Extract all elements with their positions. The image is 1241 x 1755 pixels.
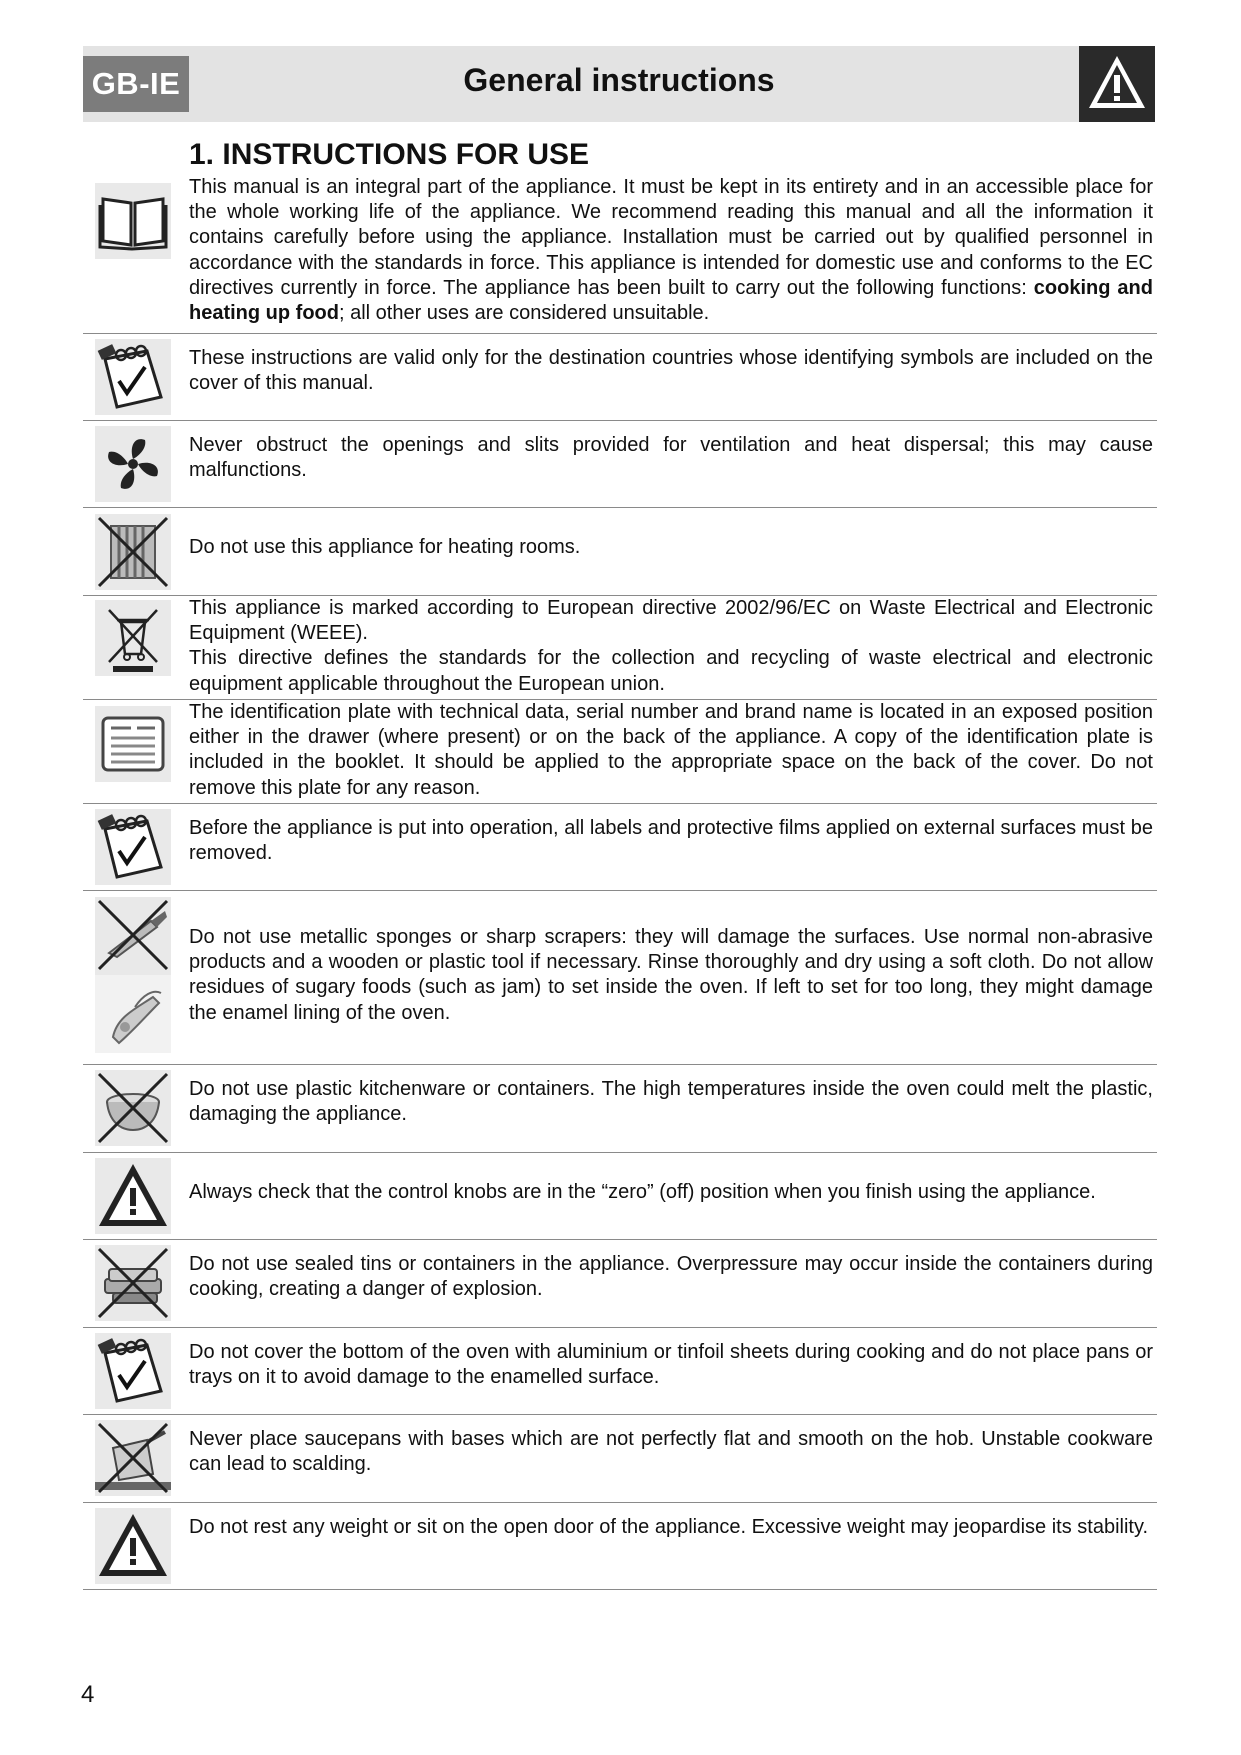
instruction-text: Never obstruct the openings and slits provided for ventilation and heat dispersal; this may cause malfunctions. [189, 434, 1153, 482]
no-plastic-container-icon [95, 1070, 171, 1146]
instruction-row [83, 1240, 1157, 1328]
instruction-row [83, 1415, 1157, 1503]
notepad-check-icon [95, 1333, 171, 1409]
no-scraper-sponge-icon [95, 897, 171, 1053]
no-room-heating-icon [95, 514, 171, 590]
section-title: 1. INSTRUCTIONS FOR USE [189, 138, 590, 171]
instruction-text: Do not rest any weight or sit on the open door of the appliance. Excessive weight may jeopardise its stability. [189, 1516, 1149, 1538]
identification-plate-icon [95, 706, 171, 782]
instruction-row [83, 1503, 1157, 1590]
instruction-text: These instructions are valid only for the destination countries whose identifying symbols are included on the cover of this manual. [189, 347, 1153, 395]
header-title: General instructions [463, 62, 775, 98]
warning-triangle-icon [1079, 46, 1155, 122]
instruction-row [83, 596, 1157, 700]
instruction-text: Do not use sealed tins or containers in the appliance. Overpressure may occur inside the containers during cooking, creating a danger of explosion. [189, 1253, 1153, 1301]
warning-triangle-icon [95, 1158, 171, 1234]
notepad-check-icon [95, 809, 171, 885]
instruction-row [83, 508, 1157, 596]
instruction-row [83, 891, 1157, 1065]
instruction-text-end: ; all other uses are considered unsuitable. [338, 302, 710, 325]
instruction-text: Do not use metallic sponges or sharp scrapers: they will damage the surfaces. Use normal non-abrasive products and a wooden or plastic tool if necessary. Rinse thoroughly and dry using a soft cloth. Do not allow residues of sugary foods (such as jam) to set inside the oven. If left to set for too long, they might damage the enamel lining of the oven. [189, 926, 1153, 1024]
instruction-text: Do not cover the bottom of the oven with aluminium or tinfoil sheets during cooking and do not place pans or trays on it to avoid damage to the enamelled surface. [189, 1341, 1153, 1389]
instruction-text: Do not use this appliance for heating rooms. [189, 536, 581, 558]
page-header [83, 46, 1155, 122]
ventilation-fan-icon [95, 426, 171, 502]
instruction-text: Always check that the control knobs are in the “zero” (off) position when you finish using the appliance. [189, 1181, 1096, 1203]
instruction-text: This appliance is marked according to European directive 2002/96/EC on Waste Electrical and Electronic Equipment (WEEE). [189, 597, 1153, 645]
language-badge: GB-IE [83, 56, 189, 112]
no-unstable-pan-icon [95, 1420, 171, 1496]
instruction-text: The identification plate with technical data, serial number and brand name is located in an exposed position either in the drawer (where present) or on the back of the appliance. A copy of the identification plate is included in the booklet. It should be applied to the appropriate space on the back of the cover. Do not remove this plate for any reason. [189, 701, 1153, 799]
warning-triangle-icon [95, 1508, 171, 1584]
weee-crossed-bin-icon [95, 600, 171, 676]
instruction-text-bold: cooking and heating up food [189, 276, 1153, 325]
instruction-row [83, 1328, 1157, 1415]
page-number: 4 [81, 1681, 95, 1708]
instruction-row [83, 334, 1157, 421]
instruction-text: Do not use plastic kitchenware or containers. The high temperatures inside the oven could melt the plastic, damaging the appliance. [189, 1078, 1153, 1126]
manual-book-icon [95, 183, 171, 259]
instruction-text: Before the appliance is put into operation, all labels and protective films applied on external surfaces must be removed. [189, 817, 1153, 865]
instruction-text: This manual is an integral part of the appliance. It must be kept in its entirety and in an accessible place for the whole working life of the appliance. We recommend reading this manual and all the information it contains carefully before using the appliance. Installation must be carried out by qualified personnel in accordance with the standards in force. This appliance is intended for domestic use and conforms to the EC directives currently in force. The appliance has been built to carry out the following functions: [189, 176, 1153, 299]
instruction-row [83, 1153, 1157, 1240]
instruction-row [83, 421, 1157, 508]
instruction-row [83, 1065, 1157, 1153]
instruction-row [83, 804, 1157, 891]
instruction-text: Never place saucepans with bases which are not perfectly flat and smooth on the hob. Unstable cookware can lead to scalding. [189, 1428, 1153, 1476]
notepad-check-icon [95, 339, 171, 415]
instruction-row [83, 700, 1157, 804]
instruction-row [83, 175, 1157, 334]
no-sealed-tins-icon [95, 1245, 171, 1321]
instruction-text-secondary: This directive defines the standards for the collection and recycling of waste electrical and electronic equipment applicable throughout the European union. [189, 647, 1153, 695]
